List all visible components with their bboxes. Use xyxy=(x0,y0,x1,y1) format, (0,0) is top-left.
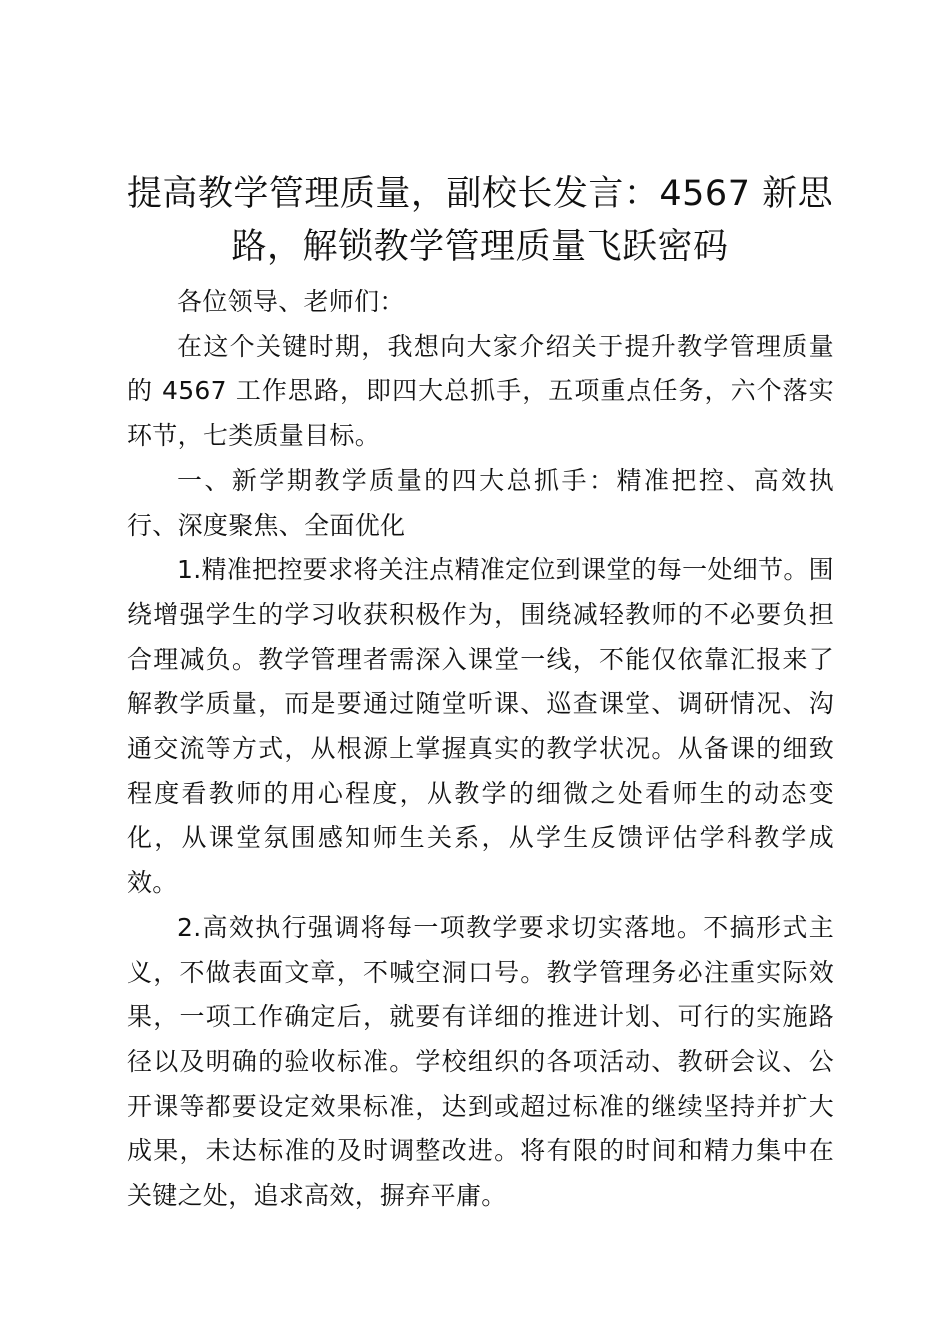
point-2-paragraph: 2.高效执行强调将每一项教学要求切实落地。不搞形式主义，不做表面文章，不喊空洞口号。教学管理务必注重实际效果，一项工作确定后，就要有详细的推进计划、可行的实施路径以及明确的验收标准。学校组织的各项活动、教研会议、公开课等都要设定效果标准，达到或超过标准的继续坚持并扩大成果，未达标准的及时调整改进。将有限的时间和精力集中在关键之处，追求高效，摒弃平庸。 xyxy=(127,912,834,1211)
document-title: 提高教学管理质量，副校长发言：4567 新思路，解锁教学管理质量飞跃密码 xyxy=(126,174,834,267)
intro-paragraph: 在这个关键时期，我想向大家介绍关于提升教学管理质量的 4567 工作思路，即四大总抓手，五项重点任务，六个落实环节，七类质量目标。 xyxy=(127,331,834,451)
section-heading-paragraph: 一、新学期教学质量的四大总抓手：精准把控、高效执行、深度聚焦、全面优化 xyxy=(127,465,834,540)
document-body xyxy=(127,280,834,1219)
salutation-paragraph: 各位领导、老师们： xyxy=(177,287,405,316)
point-1-paragraph: 1.精准把控要求将关注点精准定位到课堂的每一处细节。围绕增强学生的学习收获积极作为，围绕减轻教师的不必要负担合理减负。教学管理者需深入课堂一线，不能仅依靠汇报来了解教学质量，而是要通过随堂听课、巡查课堂、调研情况、沟通交流等方式，从根源上掌握真实的教学状况。从备课的细致程度看教师的用心程度，从教学的细微之处看师生的动态变化，从课堂氛围感知师生关系，从学生反馈评估学科教学成效。 xyxy=(127,555,834,898)
